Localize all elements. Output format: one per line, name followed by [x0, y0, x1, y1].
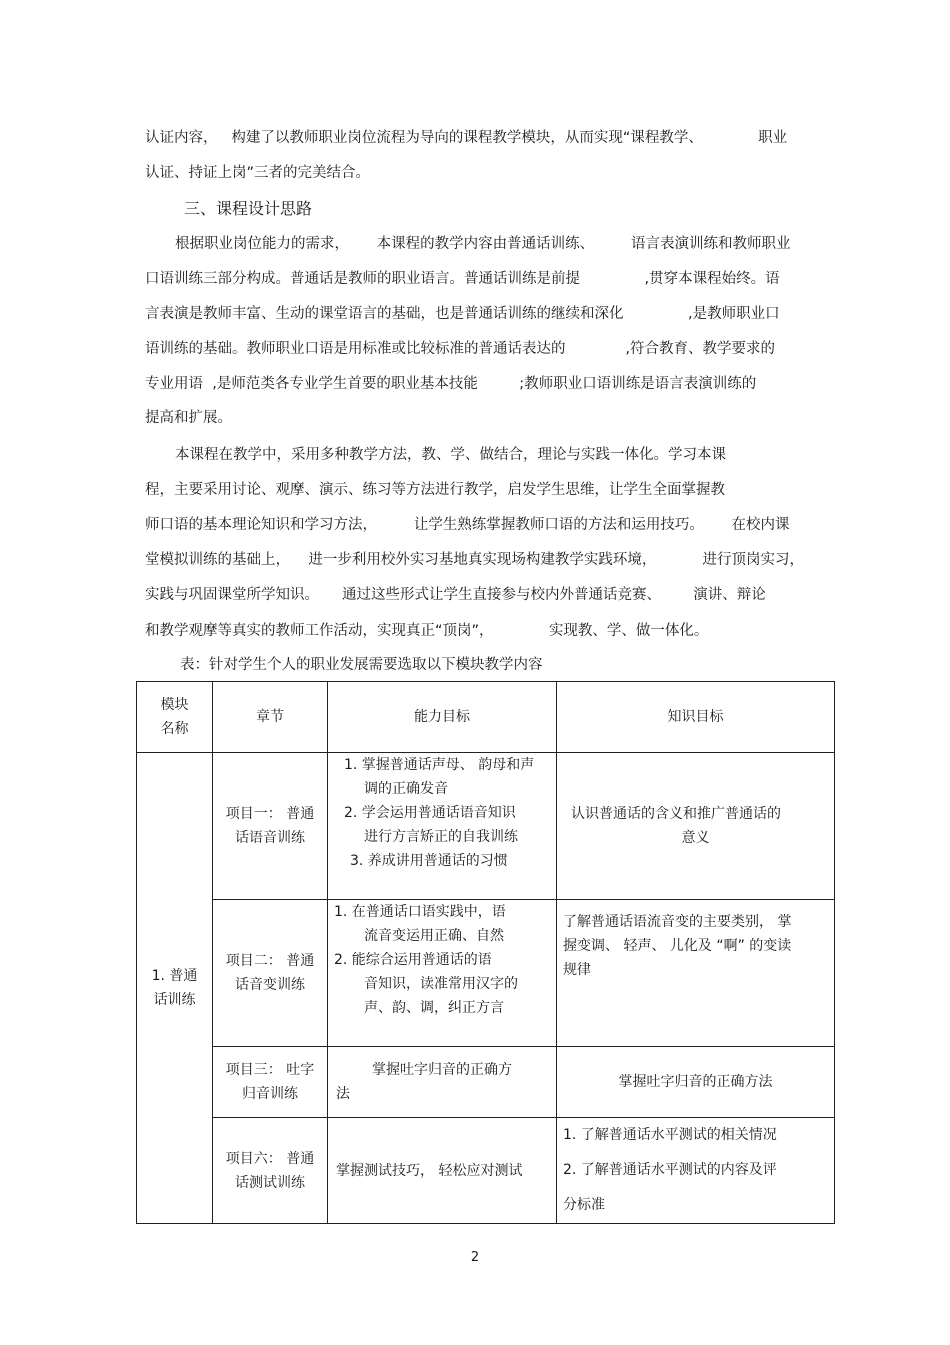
- table-row: [137, 1118, 835, 1224]
- chapter-cell: 项目三： 吐字 归音训练: [213, 1047, 328, 1118]
- paragraph-line: 言表演是教师丰富、生动的课堂语言的基础，也是普通话训练的继续和深化 ,是教师职业口: [145, 306, 780, 322]
- module-name-cell: 1. 普通 话训练: [137, 753, 213, 1224]
- table-row: [137, 900, 835, 1047]
- paragraph-line: 认证、持证上岗”三者的完美结合。: [145, 165, 371, 181]
- table-row: [137, 1047, 835, 1118]
- paragraph-line: 实践与巩固课堂所学知识。 通过这些形式让学生直接参与校内外普通话竞赛、 演讲、辩论: [145, 587, 766, 603]
- header-knowledge: 知识目标: [557, 682, 835, 753]
- paragraph-line: 本课程在教学中，采用多种教学方法，教、学、做结合，理论与实践一体化。学习本课: [175, 447, 726, 463]
- paragraph-line: 师口语的基本理论知识和学习方法， 让学生熟练掌握教师口语的方法和运用技巧。 在校内课: [145, 517, 790, 533]
- paragraph-line: 语训练的基础。教师职业口语是用标准或比较标准的普通话表达的 ,符合教育、教学要求的: [145, 341, 776, 357]
- table-caption: 表：针对学生个人的职业发展需要选取以下模块教学内容: [180, 657, 543, 673]
- paragraph-line: 认证内容， 构建了以教师职业岗位流程为导向的课程教学模块，从而实现“课程教学、 职业: [145, 130, 788, 146]
- paragraph-line: 口语训练三部分构成。普通话是教师的职业语言。普通话训练是前提 ,贯穿本课程始终。语: [145, 271, 780, 287]
- knowledge-cell: 1. 了解普通话水平测试的相关情况 2. 了解普通话水平测试的内容及评 分标准: [557, 1118, 835, 1224]
- paragraph-line: 提高和扩展。: [145, 410, 232, 426]
- module-table: [136, 681, 835, 1224]
- chapter-cell: 项目一： 普通 话语音训练: [213, 753, 328, 900]
- ability-cell: 1. 掌握普通话声母、 韵母和声 调的正确发音 2. 学会运用普通话语音知识 进行方言矫正的自我训练 3. 养成讲用普通话的习惯: [328, 753, 557, 900]
- paragraph-line: 根据职业岗位能力的需求， 本课程的教学内容由普通话训练、 语言表演训练和教师职业: [175, 236, 791, 252]
- header-module: 模块 名称: [137, 682, 213, 753]
- knowledge-cell: 认识普通话的含义和推广普通话的 意义: [557, 753, 835, 900]
- knowledge-cell: 掌握吐字归音的正确方法: [557, 1047, 835, 1118]
- page-number: 2: [470, 1250, 480, 1265]
- paragraph-line: 和教学观摩等真实的教师工作活动，实现真正“顶岗”， 实现教、学、做一体化。: [145, 623, 709, 639]
- table-row: [137, 753, 835, 900]
- section-heading: 三、课程设计思路: [184, 199, 313, 218]
- chapter-cell: 项目二： 普通 话音变训练: [213, 900, 328, 1047]
- paragraph-line: 专业用语 ,是师范类各专业学生首要的职业基本技能 ;教师职业口语训练是语言表演训练的: [145, 376, 757, 392]
- ability-cell: 掌握吐字归音的正确方 法: [328, 1047, 557, 1118]
- paragraph-line: 程，主要采用讨论、观摩、演示、练习等方法进行教学，启发学生思维，让学生全面掌握教: [145, 482, 725, 498]
- header-ability: 能力目标: [328, 682, 557, 753]
- paragraph-line: 堂模拟训练的基础上， 进一步利用校外实习基地真实现场构建教学实践环境， 进行顶岗实习，: [145, 552, 805, 568]
- table-header-row: [137, 682, 835, 753]
- header-chapter: 章节: [213, 682, 328, 753]
- ability-cell: 1. 在普通话口语实践中，语 流音变运用正确、自然 2. 能综合运用普通话的语 音知识，读准常用汉字的 声、韵、调，纠正方言: [328, 900, 557, 1047]
- ability-cell: 掌握测试技巧， 轻松应对测试: [328, 1118, 557, 1224]
- knowledge-cell: 了解普通话语流音变的主要类别， 掌 握变调、 轻声、 儿化及 “啊” 的变读 规律: [557, 900, 835, 1047]
- chapter-cell: 项目六： 普通 话测试训练: [213, 1118, 328, 1224]
